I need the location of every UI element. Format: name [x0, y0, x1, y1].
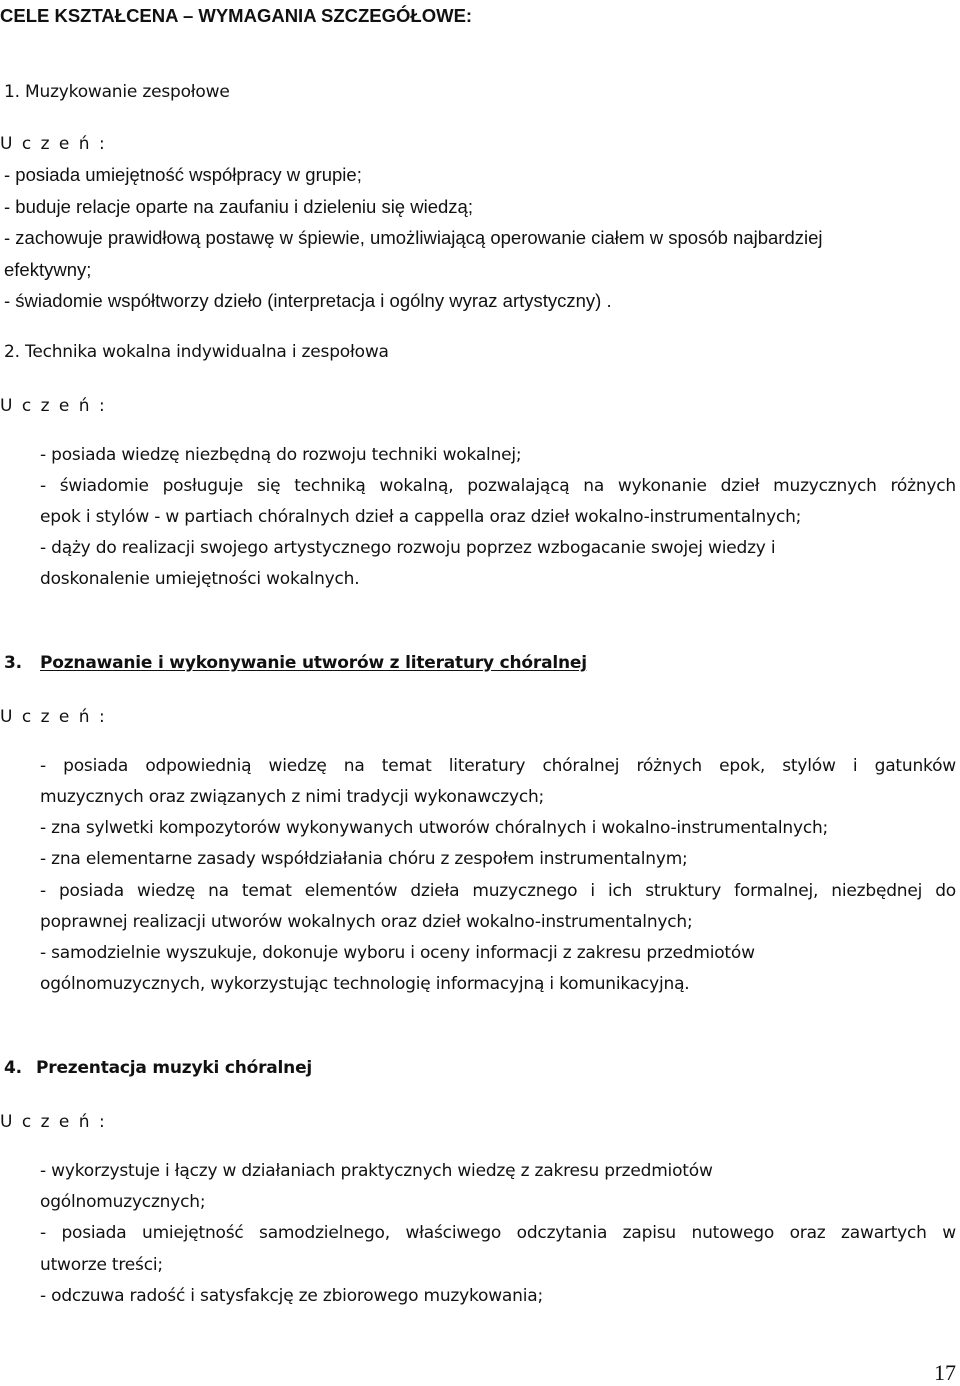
section-3-line: - posiada wiedzę na temat elementów dzieła muzycznego i ich struktury formalnej, niezbędnej do	[40, 881, 956, 901]
page-title: CELE KSZTAŁCENA – WYMAGANIA SZCZEGÓŁOWE:	[0, 5, 473, 26]
section-4-subject: U c z e ń :	[0, 1112, 107, 1132]
section-2-line: - posiada wiedzę niezbędną do rozwoju techniki wokalnej;	[40, 445, 522, 465]
section-4-number: 4.	[4, 1058, 22, 1078]
section-3-heading: Poznawanie i wykonywanie utworów z literatury chóralnej	[40, 653, 587, 673]
section-1-line: - posiada umiejętność współpracy w grupie;	[4, 164, 362, 185]
section-3-line: - samodzielnie wyszukuje, dokonuje wyboru i oceny informacji z zakresu przedmiotów	[40, 943, 755, 963]
section-3-subject: U c z e ń :	[0, 707, 107, 727]
section-1-heading: 1. Muzykowanie zespołowe	[4, 82, 230, 102]
section-3-line: - zna elementarne zasady współdziałania chóru z zespołem instrumentalnym;	[40, 849, 688, 869]
section-4-line: ogólnomuzycznych;	[40, 1192, 206, 1212]
section-3-line: - zna sylwetki kompozytorów wykonywanych utworów chóralnych i wokalno-instrumentalnych;	[40, 818, 829, 838]
section-1-line: - świadomie współtworzy dzieło (interpretacja i ogólny wyraz artystyczny) .	[4, 290, 612, 311]
section-3-line: poprawnej realizacji utworów wokalnych oraz dzieł wokalno-instrumentalnych;	[40, 912, 693, 932]
section-2-heading: 2. Technika wokalna indywidualna i zespołowa	[4, 342, 389, 362]
section-3-line: muzycznych oraz związanych z nimi tradycji wykonawczych;	[40, 787, 545, 807]
section-4-line: - odczuwa radość i satysfakcję ze zbiorowego muzykowania;	[40, 1286, 543, 1306]
section-4-heading: Prezentacja muzyki chóralnej	[36, 1058, 313, 1078]
section-2-subject: U c z e ń :	[0, 396, 107, 416]
section-4-line: utworze treści;	[40, 1255, 163, 1275]
section-1-line: efektywny;	[4, 259, 92, 280]
section-2-line: - świadomie posługuje się techniką wokalną, pozwalającą na wykonanie dzieł muzycznych różnych	[40, 476, 956, 496]
section-2-line: epok i stylów - w partiach chóralnych dzieł a cappella oraz dzieł wokalno-instrumentalnych;	[40, 507, 802, 527]
section-1-line: - buduje relacje oparte na zaufaniu i dzieleniu się wiedzą;	[4, 196, 473, 217]
section-1-subject: U c z e ń :	[0, 134, 107, 154]
section-3-number: 3.	[4, 653, 22, 673]
section-3-line: - posiada odpowiednią wiedzę na temat literatury chóralnej różnych epok, stylów i gatunków	[40, 756, 956, 776]
section-3-line: ogólnomuzycznych, wykorzystując technologię informacyjną i komunikacyjną.	[40, 974, 690, 994]
section-2-line: doskonalenie umiejętności wokalnych.	[40, 569, 360, 589]
section-4-line: - wykorzystuje i łączy w działaniach praktycznych wiedzę z zakresu przedmiotów	[40, 1161, 713, 1181]
section-4-line: - posiada umiejętność samodzielnego, właściwego odczytania zapisu nutowego oraz zawartych w	[40, 1223, 956, 1243]
section-1-line: - zachowuje prawidłową postawę w śpiewie, umożliwiającą operowanie ciałem w sposób najbardziej	[4, 227, 823, 248]
section-2-line: - dąży do realizacji swojego artystycznego rozwoju poprzez wzbogacanie swojej wiedzy i	[40, 538, 776, 558]
page-number: 17	[934, 1360, 956, 1385]
